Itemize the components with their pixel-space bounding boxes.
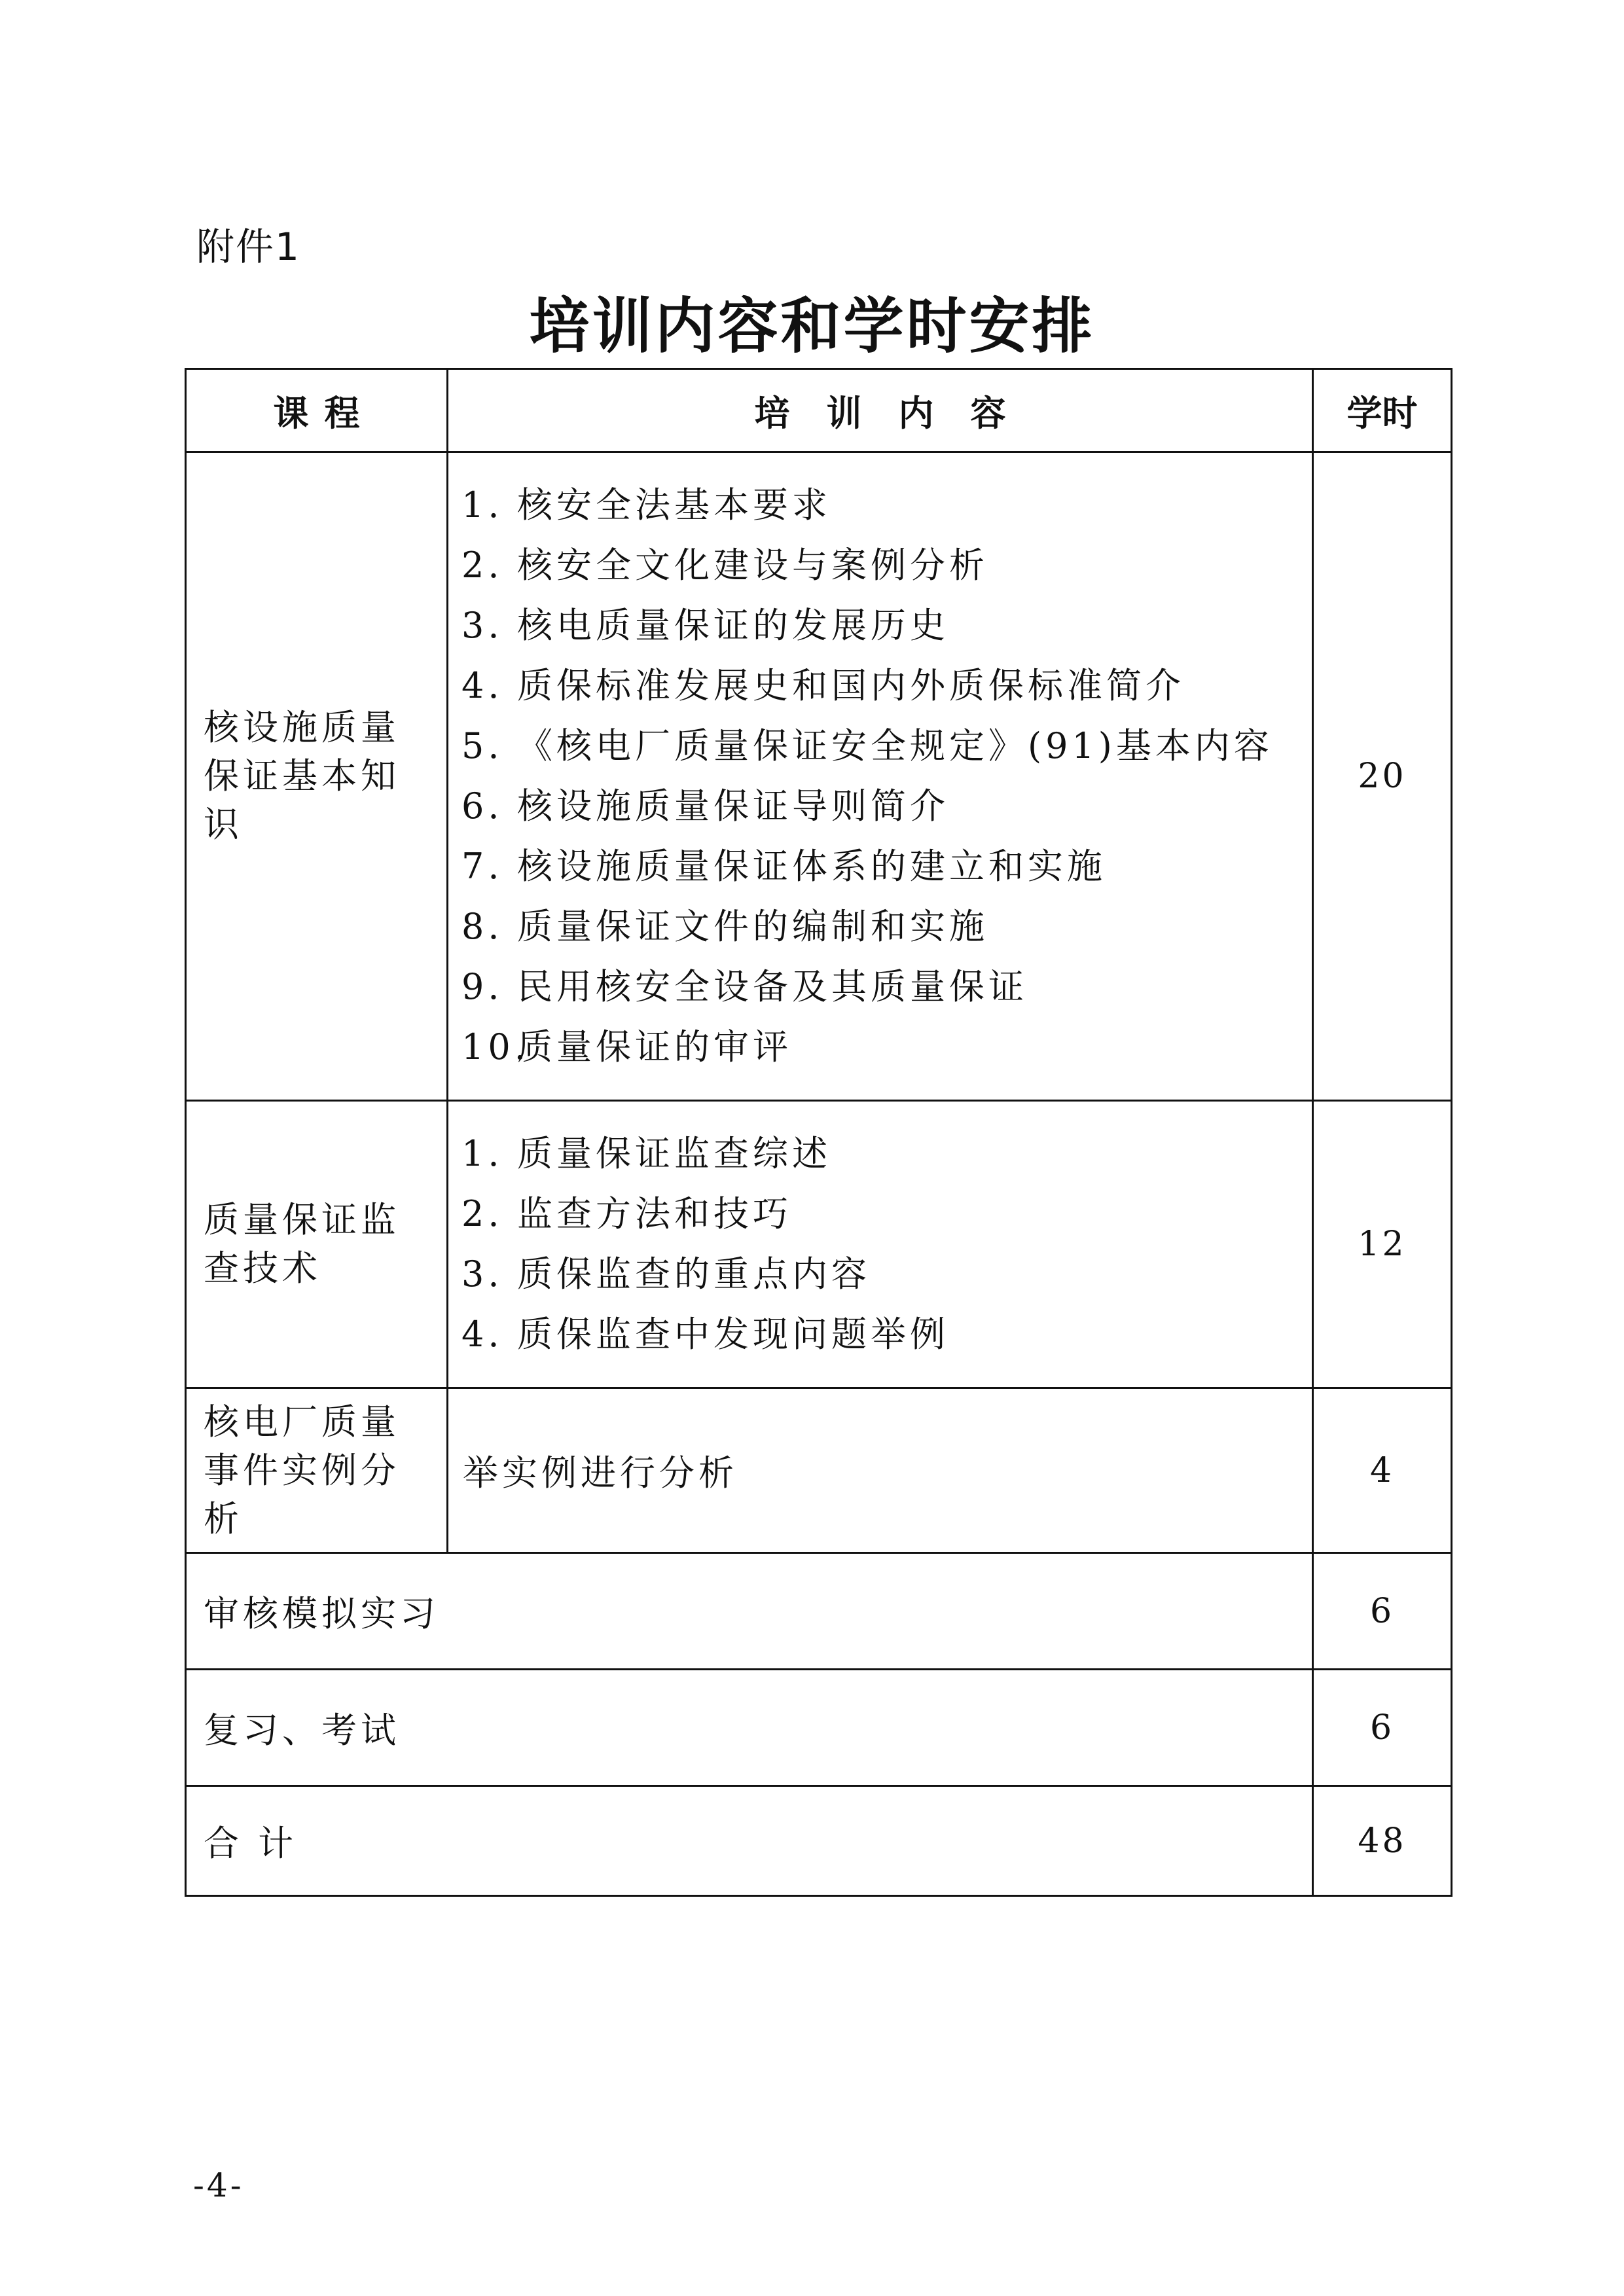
content-item: 9. 民用核安全设备及其质量保证 xyxy=(461,966,1028,1007)
page-number: -4- xyxy=(193,2166,244,2204)
content-item: 4. 质保标准发展史和国内外质保标准简介 xyxy=(461,665,1185,706)
content-item: 1. 核安全法基本要求 xyxy=(461,484,831,526)
hours-cell: 12 xyxy=(1313,1101,1452,1388)
content-item: 5. 《核电厂质量保证安全规定》(91)基本内容 xyxy=(461,725,1273,766)
content-item: 6. 核设施质量保证导则简介 xyxy=(461,785,949,827)
header-content: 培训内容 xyxy=(448,369,1313,452)
page-title: 培训内容和学时安排 xyxy=(529,291,1095,361)
content-item: 3. 质保监查的重点内容 xyxy=(461,1253,871,1295)
table-row xyxy=(186,1670,1452,1786)
table-header-row xyxy=(186,369,1452,452)
content-item: 2. 监查方法和技巧 xyxy=(461,1193,792,1234)
hours-cell: 20 xyxy=(1313,452,1452,1101)
content-item: 7. 核设施质量保证体系的建立和实施 xyxy=(461,846,1106,887)
hours-cell: 6 xyxy=(1313,1553,1452,1670)
course-cell: 核设施质量保证基本知识 xyxy=(186,452,448,1101)
content-cell xyxy=(448,452,1313,1101)
content-item: 4. 质保监查中发现问题举例 xyxy=(461,1314,949,1355)
content-cell: 举实例进行分析 xyxy=(448,1388,1313,1553)
table-row xyxy=(186,452,1452,1101)
header-course: 课程 xyxy=(186,369,448,452)
table-row xyxy=(186,1553,1452,1670)
total-hours: 48 xyxy=(1313,1786,1452,1896)
header-hours: 学时 xyxy=(1313,369,1452,452)
attachment-label: 附件1 xyxy=(196,224,300,269)
hours-cell: 6 xyxy=(1313,1670,1452,1786)
table-row xyxy=(186,1101,1452,1388)
content-item: 10.质量保证的审评 xyxy=(461,1026,792,1067)
content-item: 8. 质量保证文件的编制和实施 xyxy=(461,906,988,947)
course-cell: 质量保证监查技术 xyxy=(186,1101,448,1388)
course-cell: 复习、考试 xyxy=(186,1670,1313,1786)
table-row xyxy=(186,1388,1452,1553)
content-item: 1. 质量保证监查综述 xyxy=(461,1133,831,1174)
course-cell: 核电厂质量事件实例分析 xyxy=(186,1388,448,1553)
total-label: 合 计 xyxy=(186,1786,1313,1896)
content-item: 2. 核安全文化建设与案例分析 xyxy=(461,545,988,586)
course-cell: 审核模拟实习 xyxy=(186,1553,1313,1670)
content-cell xyxy=(448,1101,1313,1388)
hours-cell: 4 xyxy=(1313,1388,1452,1553)
total-row xyxy=(186,1786,1452,1896)
schedule-table xyxy=(185,368,1453,1897)
content-item: 3. 核电质量保证的发展历史 xyxy=(461,605,949,646)
